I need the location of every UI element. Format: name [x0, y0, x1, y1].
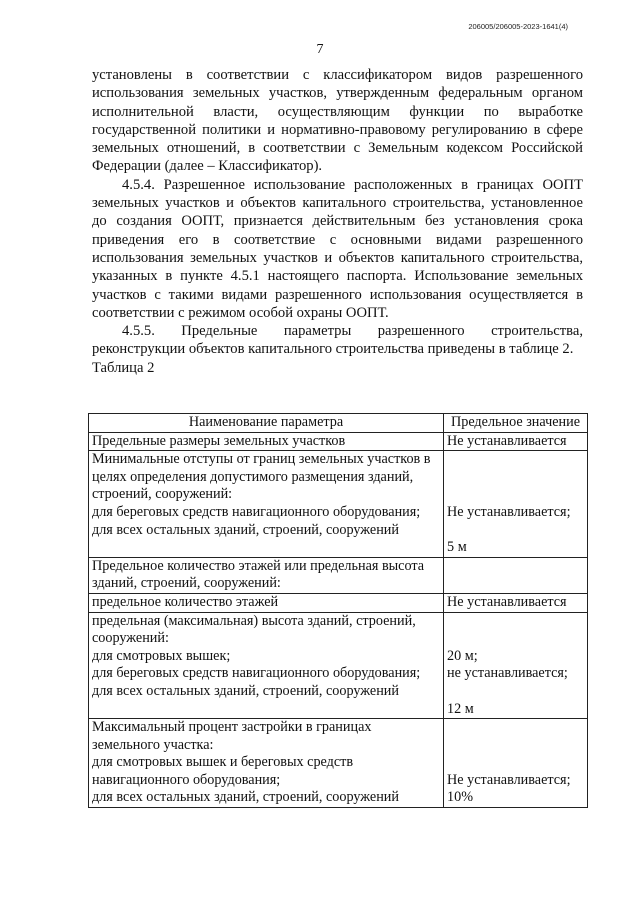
param-cell [89, 557, 444, 593]
table-row [89, 557, 588, 593]
value-cell [444, 612, 588, 719]
param-cell [89, 612, 444, 719]
param-cell [89, 593, 444, 612]
value-text [447, 754, 584, 772]
value-text: 12 м [447, 700, 474, 717]
paragraph-classifier: установлены в соответствии с классификатором видов разрешенного использования земельных участков, утвержденным федеральным органом исполнительной власти, осуществляющим функции по выработке государственной политики и нормативно-правовому регулированию в сфере земельных отношений, в соответствии с Земельным кодексом Российской Федерации (далее – Классификатор). [92, 67, 583, 175]
value-text [447, 469, 584, 487]
value-text [447, 737, 584, 755]
value-text: 5 м [447, 539, 467, 556]
value-text: Не устанавливается [447, 593, 567, 610]
value-text [447, 719, 584, 737]
param-text: для смотровых вышек и береговых средств навигационного оборудования; [92, 754, 357, 788]
value-text: Не устанавливается; [447, 503, 571, 520]
param-text: предельная (максимальная) высота зданий, строений, сооружений: [92, 612, 420, 647]
value-text [447, 486, 584, 504]
parameters-table [88, 413, 588, 808]
value-text: 20 м; [447, 647, 478, 664]
table-row [89, 719, 588, 808]
paragraph-4-5-5: 4.5.5. Предельные параметры разрешенного строительства, реконструкции объектов капитального строительства приведены в таблице 2. [92, 323, 583, 358]
paragraph-4-5-4: 4.5.4. Разрешенное использование расположенных в границах ООПТ земельных участков и объектов капитального строительства, установленное до создания ООПТ, признается действительным без установления срока приведения его в соответствие с основными видами разрешенного использования земельных участков и объектов капитального строительства, указанных в пункте 4.5.1 настоящего паспорта. Использование земельных участков с такими видами разрешенного использования осуществляется в соответствии с режимом особой охраны ООПТ. [92, 176, 583, 321]
value-text [447, 522, 584, 540]
value-cell [444, 432, 588, 451]
page-number: 7 [316, 42, 324, 57]
value-text: не устанавливается; [447, 665, 568, 682]
value-text: Не устанавливается [447, 432, 567, 449]
value-text [447, 451, 584, 469]
param-text: для всех остальных зданий, строений, сооружений [92, 789, 399, 806]
document-id: 206005/206005-2023-1641(4) [468, 22, 568, 31]
header-parameter-name: Наименование параметра [89, 414, 444, 433]
value-cell [444, 557, 588, 593]
param-text: Предельное количество этажей или предельная высота зданий, строений, сооружений: [92, 557, 428, 592]
param-text: Предельные размеры земельных участков [92, 432, 346, 449]
table-header-row [89, 414, 588, 433]
value-text: 10% [447, 789, 474, 806]
param-cell [89, 719, 444, 808]
table-row [89, 593, 588, 612]
table-row [89, 612, 588, 719]
param-cell [89, 451, 444, 558]
value-text: Не устанавливается; [447, 771, 571, 788]
param-text: предельное количество этажей [92, 593, 279, 610]
param-text: для всех остальных зданий, строений, сооружений [92, 521, 399, 538]
value-text [447, 683, 584, 701]
value-text [447, 630, 584, 648]
param-text: для смотровых вышек; [92, 647, 231, 664]
value-text [447, 613, 584, 631]
param-text: Минимальные отступы от границ земельных участков в целях определения допустимого размещения зданий, строений, сооружений: [92, 451, 435, 503]
table-row [89, 432, 588, 451]
table-row [89, 451, 588, 558]
value-text [447, 558, 584, 576]
param-text: для всех остальных зданий, строений, сооружений [92, 682, 399, 699]
document-body [92, 66, 583, 377]
param-text: для береговых средств навигационного оборудования; [92, 503, 421, 520]
value-cell [444, 593, 588, 612]
param-text: для береговых средств навигационного оборудования; [92, 665, 421, 682]
value-cell [444, 451, 588, 558]
param-text: Максимальный процент застройки в границах земельного участка: [92, 719, 376, 753]
table-caption: Таблица 2 [92, 359, 155, 376]
param-cell [89, 432, 444, 451]
header-limit-value: Предельное значение [444, 414, 588, 433]
value-cell [444, 719, 588, 808]
